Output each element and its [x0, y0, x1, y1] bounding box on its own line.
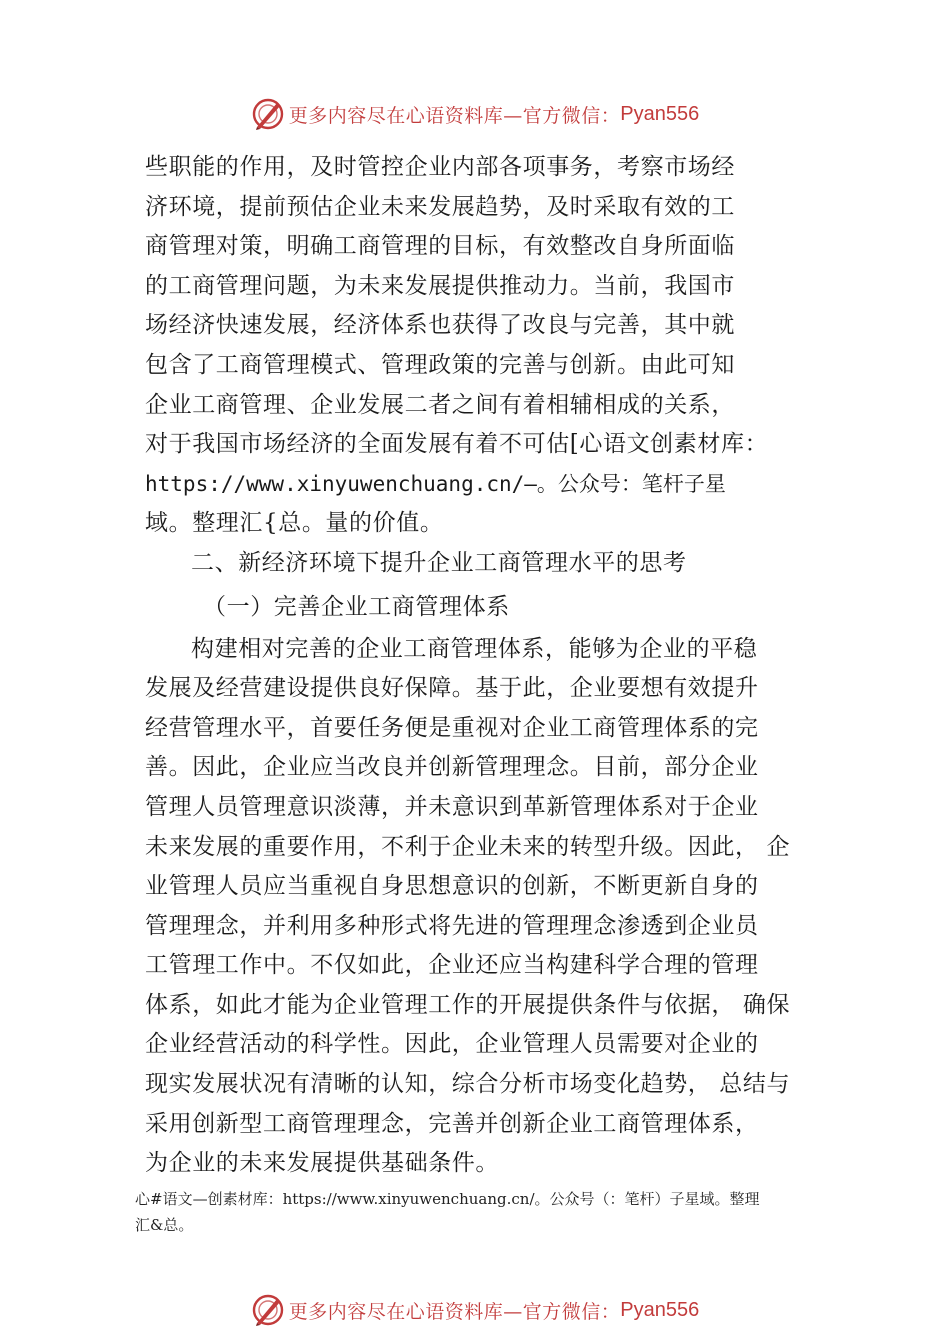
body-line: 对于我国市场经济的全面发展有着不可估[心语文创素材库：	[145, 431, 769, 458]
body-line: 包含了工商管理模式、管理政策的完善与创新。由此可知	[145, 351, 735, 378]
body-line: 善。因此，企业应当改良并创新管理理念。目前，部分企业	[145, 754, 759, 781]
footnote-line: 汇&总。	[135, 1216, 194, 1234]
body-line: 些职能的作用，及时管控企业内部各项事务，考察市场经	[145, 154, 735, 180]
pen-seal-logo-icon	[251, 97, 285, 131]
footnote	[135, 1186, 835, 1238]
banner-wechat-id: Pyan556	[620, 1298, 700, 1321]
body-line: 场经济快速发展，经济体系也获得了改良与完善，其中就	[145, 312, 735, 339]
document-body	[145, 148, 810, 1184]
body-line: 体系，如此才能为企业管理工作的开展提供条件与依据， 确保	[145, 991, 791, 1018]
body-line: 工管理工作中。不仅如此，企业还应当构建科学合理的管理	[145, 952, 759, 979]
paragraph-first-line: 构建相对完善的企业工商管理体系，能够为企业的平稳	[191, 635, 758, 662]
body-line: 的工商管理问题，为未来发展提供推动力。当前，我国市	[145, 272, 735, 299]
body-line: 发展及经营建设提供良好保障。基于此，企业要想有效提升	[145, 675, 759, 702]
body-line: 济环境，提前预估企业未来发展趋势，及时采取有效的工	[145, 193, 735, 220]
body-line: 业管理人员应当重视自身思想意识的创新，不断更新自身的	[145, 873, 759, 900]
body-line: 采用创新型工商管理理念，完善并创新企业工商管理体系，	[145, 1110, 759, 1137]
body-line-url: https://www.xinyuwenchuang.cn/—。公众号：笔杆子星	[145, 471, 726, 496]
body-line: 企业经营活动的科学性。因此，企业管理人员需要对企业的	[145, 1031, 759, 1058]
pen-seal-logo-icon	[251, 1293, 285, 1327]
banner-text: 更多内容尽在心语资料库—官方微信：	[288, 1300, 621, 1323]
body-line: 企业工商管理、企业发展二者之间有着相辅相成的关系，	[145, 391, 735, 418]
body-line: 管理人员管理意识淡薄，并未意识到革新管理体系对于企业	[145, 793, 759, 820]
body-line: 商管理对策，明确工商管理的目标，有效整改自身所面临	[145, 233, 735, 260]
body-line: 经营管理水平，首要任务便是重视对企业工商管理体系的完	[145, 714, 759, 741]
body-line: 未来发展的重要作用，不利于企业未来的转型升级。因此， 企	[145, 833, 791, 860]
body-line: 域。整理汇{总。量的价值。	[145, 510, 444, 537]
subsection-heading: （一）完善企业工商管理体系	[203, 593, 510, 620]
header-banner	[0, 94, 950, 134]
banner-wechat-id: Pyan556	[620, 102, 700, 125]
body-line: 管理理念，并利用多种形式将先进的管理理念渗透到企业员	[145, 912, 759, 939]
footnote-line: 心#语文—创素材库：https://www.xinyuwenchuang.cn/。公众号（：笔杆）子星域。整理	[135, 1190, 760, 1208]
body-line: 现实发展状况有清晰的认知，综合分析市场变化趋势， 总结与	[145, 1071, 791, 1098]
footer-banner	[0, 1290, 950, 1330]
body-line: 为企业的未来发展提供基础条件。	[145, 1150, 499, 1177]
banner-text: 更多内容尽在心语资料库—官方微信：	[288, 104, 621, 127]
section-heading: 二、新经济环境下提升企业工商管理水平的思考	[191, 549, 687, 576]
